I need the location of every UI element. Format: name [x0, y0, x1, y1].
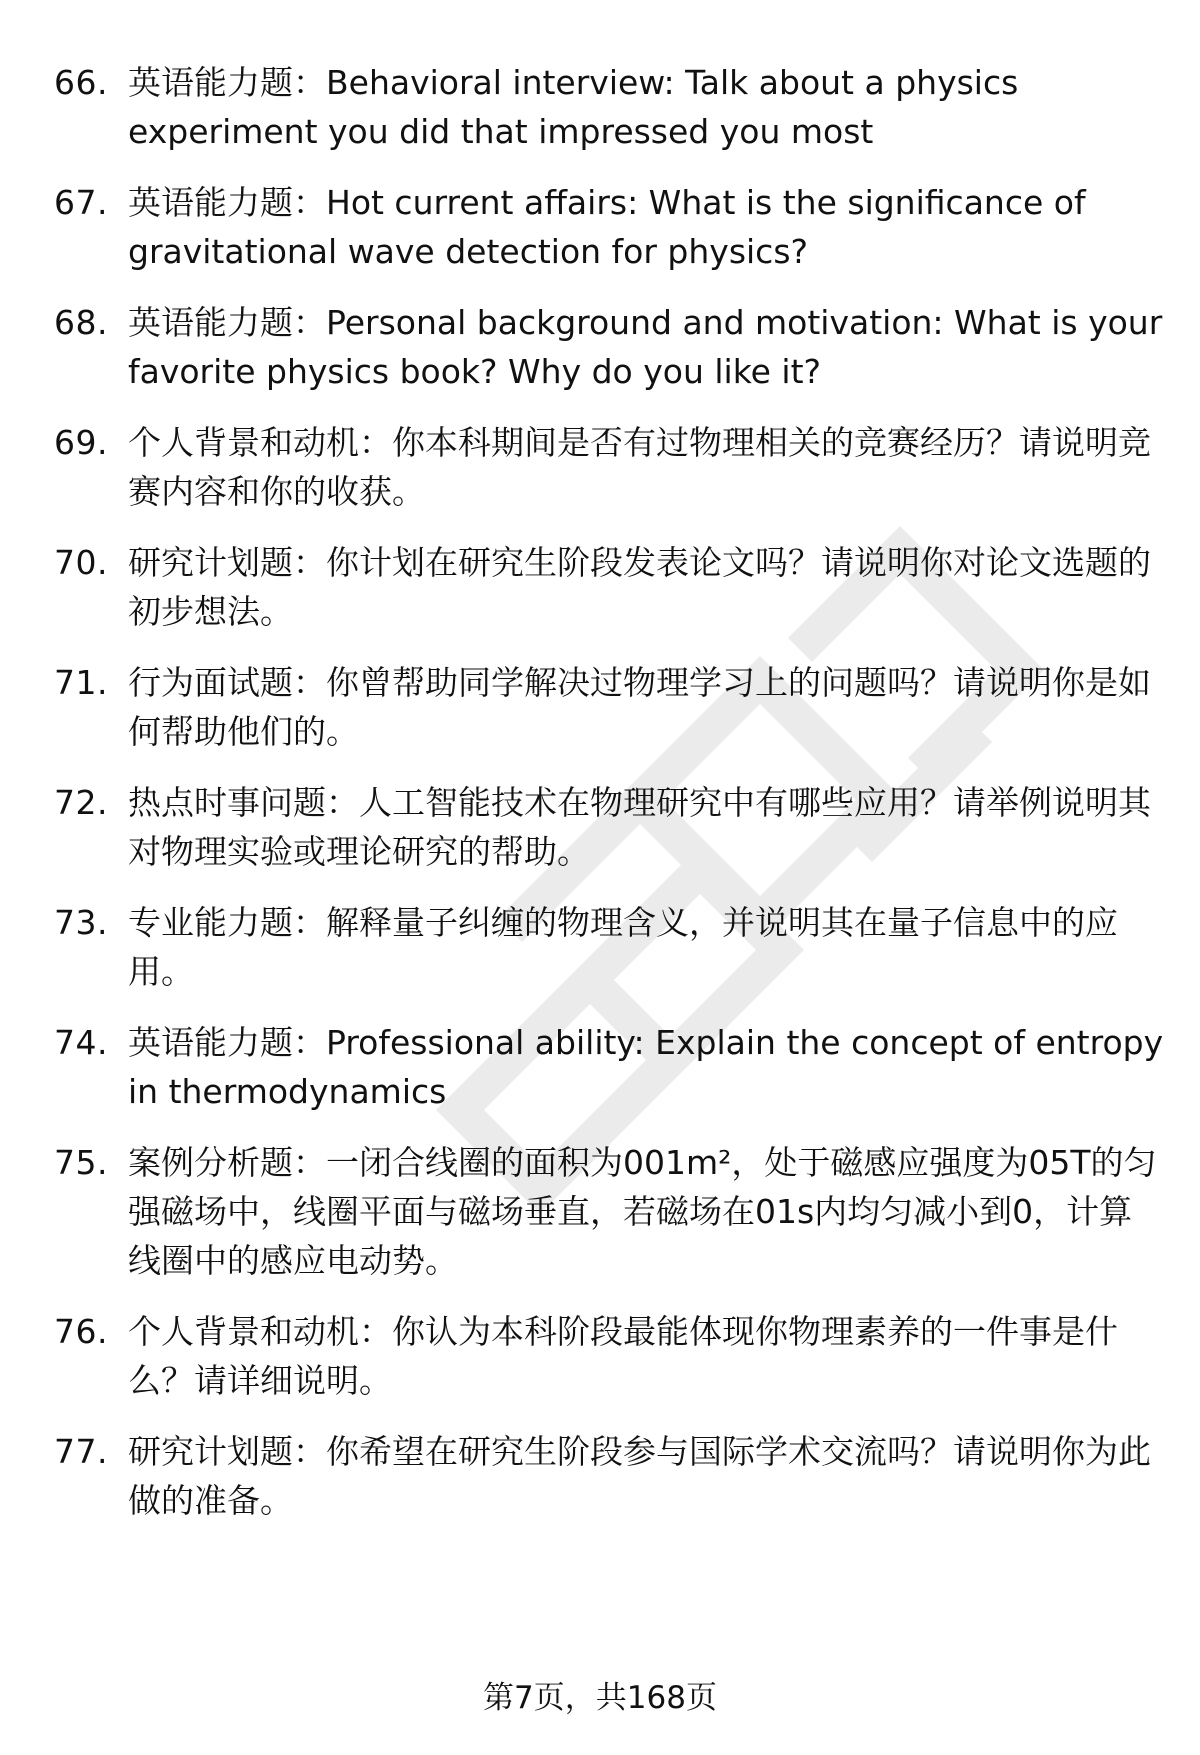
question-text: 英语能力题：Hot current affairs: What is the significance of gravitational wave detection for physics?	[128, 183, 1086, 271]
question-text: 研究计划题：你计划在研究生阶段发表论文吗？请说明你对论文选题的初步想法。	[128, 543, 1151, 631]
question-number: 77.	[54, 1432, 108, 1471]
question-number: 75.	[54, 1143, 108, 1182]
question-text: 英语能力题：Personal background and motivation: What is your favorite physics book? Why do you like it?	[128, 303, 1163, 391]
question-text: 研究计划题：你希望在研究生阶段参与国际学术交流吗？请说明你为此做的准备。	[128, 1432, 1151, 1520]
page-footer: 第7页，共168页	[483, 1680, 717, 1716]
question-number: 68.	[54, 303, 108, 342]
question-text: 个人背景和动机：你本科期间是否有过物理相关的竞赛经历？请说明竞赛内容和你的收获。	[128, 423, 1151, 511]
question-number: 69.	[54, 423, 108, 462]
question-number: 73.	[54, 903, 108, 942]
question-text: 个人背景和动机：你认为本科阶段最能体现你物理素养的一件事是什么？请详细说明。	[128, 1312, 1118, 1400]
question-item-76	[54, 1307, 1164, 1405]
question-text: 热点时事问题：人工智能技术在物理研究中有哪些应用？请举例说明其对物理实验或理论研究的帮助。	[128, 783, 1151, 871]
question-item-66	[54, 58, 1164, 156]
question-item-75	[54, 1138, 1164, 1285]
question-list	[54, 58, 1164, 1547]
question-text: 行为面试题：你曾帮助同学解决过物理学习上的问题吗？请说明你是如何帮助他们的。	[128, 663, 1151, 751]
question-item-73	[54, 898, 1164, 996]
question-item-67	[54, 178, 1164, 276]
question-item-74	[54, 1018, 1164, 1116]
question-text: 专业能力题：解释量子纠缠的物理含义，并说明其在量子信息中的应用。	[128, 903, 1118, 991]
question-text: 英语能力题：Professional ability: Explain the concept of entropy in thermodynamics	[128, 1023, 1164, 1111]
question-number: 74.	[54, 1023, 108, 1062]
question-text: 案例分析题：一闭合线圈的面积为001m²，处于磁感应强度为05T的匀强磁场中，线圈平面与磁场垂直，若磁场在01s内均匀减小到0，计算线圈中的感应电动势。	[128, 1143, 1157, 1280]
question-item-71	[54, 658, 1164, 756]
question-text: 英语能力题：Behavioral interview: Talk about a physics experiment you did that impressed you most	[128, 63, 1019, 151]
question-item-68	[54, 298, 1164, 396]
question-number: 76.	[54, 1312, 108, 1351]
question-item-70	[54, 538, 1164, 636]
question-number: 67.	[54, 183, 108, 222]
question-number: 72.	[54, 783, 108, 822]
question-number: 66.	[54, 63, 108, 102]
question-item-72	[54, 778, 1164, 876]
question-item-69	[54, 418, 1164, 516]
question-number: 71.	[54, 663, 108, 702]
question-item-77	[54, 1427, 1164, 1525]
question-number: 70.	[54, 543, 108, 582]
